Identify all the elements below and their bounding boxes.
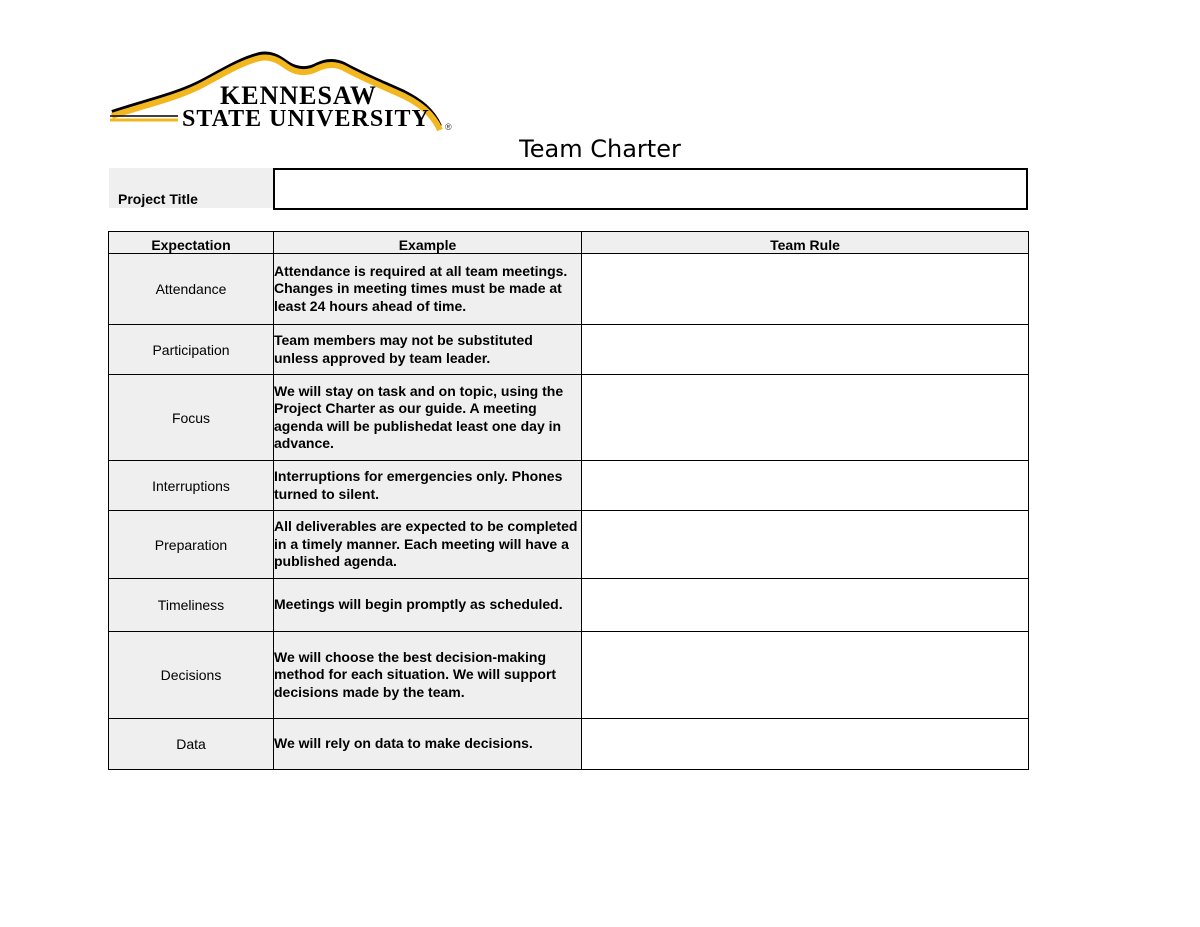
project-title-label: Project Title (109, 168, 273, 208)
expectation-cell: Timeliness (109, 579, 274, 632)
expectation-cell: Participation (109, 325, 274, 375)
table-row (109, 511, 1029, 579)
expectation-cell: Decisions (109, 632, 274, 719)
example-cell: We will stay on task and on topic, using the Project Charter as our guide. A meeting agenda will be publishedat least one day in advance. (274, 375, 582, 461)
table-row (109, 579, 1029, 632)
table-row (109, 632, 1029, 719)
example-cell: All deliverables are expected to be completed in a timely manner. Each meeting will have a published agenda. (274, 511, 582, 579)
example-cell: Team members may not be substituted unless approved by team leader. (274, 325, 582, 375)
expectation-cell: Preparation (109, 511, 274, 579)
table-row (109, 461, 1029, 511)
charter-table (108, 231, 1029, 770)
team-rule-cell[interactable] (582, 375, 1029, 461)
logo-line-1: KENNESAW (220, 81, 377, 110)
expectation-cell: Attendance (109, 254, 274, 325)
expectation-cell: Data (109, 719, 274, 770)
table-row (109, 325, 1029, 375)
expectation-cell: Interruptions (109, 461, 274, 511)
table-row (109, 719, 1029, 770)
team-rule-cell[interactable] (582, 325, 1029, 375)
example-cell: Interruptions for emergencies only. Phones turned to silent. (274, 461, 582, 511)
page-title: Team Charter (519, 135, 681, 163)
registered-mark-icon: ® (445, 122, 452, 132)
header-team-rule: Team Rule (582, 232, 1029, 254)
table-row (109, 375, 1029, 461)
project-title-field[interactable] (273, 168, 1028, 210)
example-cell: Meetings will begin promptly as scheduled. (274, 579, 582, 632)
team-rule-cell[interactable] (582, 461, 1029, 511)
team-rule-cell[interactable] (582, 632, 1029, 719)
table-header-row (109, 232, 1029, 254)
example-cell: Attendance is required at all team meetings. Changes in meeting times must be made at least 24 hours ahead of time. (274, 254, 582, 325)
header-example: Example (274, 232, 582, 254)
logo-line-2: STATE UNIVERSITY (182, 106, 430, 132)
team-rule-cell[interactable] (582, 511, 1029, 579)
expectation-cell: Focus (109, 375, 274, 461)
team-rule-cell[interactable] (582, 719, 1029, 770)
example-cell: We will rely on data to make decisions. (274, 719, 582, 770)
table-row (109, 254, 1029, 325)
header-expectation: Expectation (109, 232, 274, 254)
example-cell: We will choose the best decision-making method for each situation. We will support decisions made by the team. (274, 632, 582, 719)
kennesaw-logo (108, 50, 458, 134)
team-rule-cell[interactable] (582, 254, 1029, 325)
team-rule-cell[interactable] (582, 579, 1029, 632)
